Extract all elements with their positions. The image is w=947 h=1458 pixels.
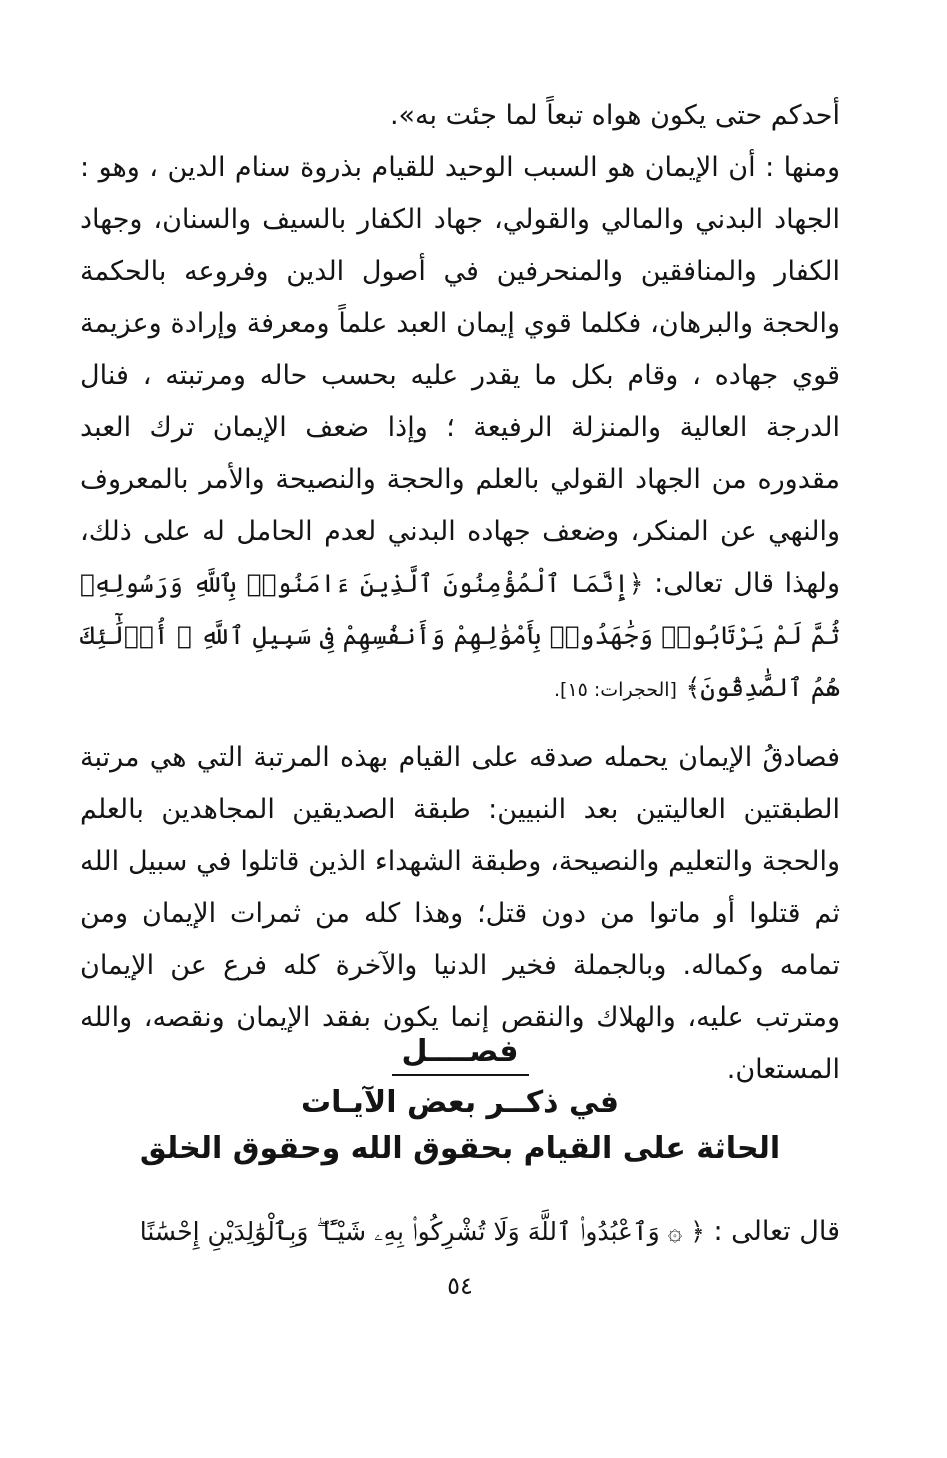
section-title-line-2: الحاثة على القيام بحقوق الله وحقوق الخلق (139, 1131, 781, 1166)
page-number: ٥٤ (447, 1272, 473, 1300)
paragraph-iman-jihad (80, 142, 840, 716)
paragraph-text: فصادقُ الإيمان يحمله صدقه على القيام بهذه المرتبة التي هي مرتبة الطبقتين العاليتين بعد النبيين: طبقة الصديقين المجاهدين بالعلم والحجة والتعليم والنصيحة، وطبقة الشهداء الذين قاتلوا في سبيل الله ثم قتلوا أو ماتوا من دون قتل؛ وهذا كله من ثمرات الإيمان ومن تمامه وكماله. وبالجملة فخير الدنيا والآخرة كله فرع عن الإيمان ومترتب عليه، والهلاك والنقص إنما يكون بفقد الإيمان ونقصه، والله المستعان. (80, 742, 840, 1085)
quran-verse: ﴿ ۞ وَٱعْبُدُوا۟ ٱللَّهَ وَلَا تُشْرِكُوا۟ بِهِۦ شَيْـًٔا ۖ وَبِٱلْوَٰلِدَيْنِ إِحْسَٰنًا (139, 1217, 705, 1246)
section-header (80, 1032, 840, 1172)
closing-line (80, 1206, 840, 1258)
section-title-line-1: في ذكــر بعض الآيـات (300, 1085, 620, 1120)
verse-reference: [الحجرات: ١٥]. (553, 679, 677, 701)
section-title-word: فصــــل (392, 1032, 529, 1076)
paragraph-opening (80, 90, 840, 142)
quran-verse: ﴿إِنَّمَا ٱلْمُؤْمِنُونَ ٱلَّذِينَ ءَامَنُوا۟ بِٱللَّهِ وَرَسُولِهِۦ ثُمَّ لَمْ يَرْتَابُوا۟ وَجَٰهَدُوا۟ بِأَمْوَٰلِهِمْ وَأَنفُسِهِمْ فِى سَبِيلِ ٱللَّهِ ۚ أُو۟لَٰٓئِكَ هُمُ ٱلصَّٰدِقُونَ﴾ (80, 569, 840, 702)
paragraph-text: أحدكم حتى يكون هواه تبعاً لما جئت به». (389, 100, 840, 131)
closing-line-text: قال تعالى : (713, 1216, 840, 1247)
document-page (80, 90, 840, 1420)
paragraph-text: ومنها : أن الإيمان هو السبب الوحيد للقيام بذروة سنام الدين ، وهو : الجهاد البدني والمالي والقولي، جهاد الكفار بالسيف والسنان، وجهاد الكفار والمنافقين والمنحرفين في أصول الدين وفروعه بالحكمة والحجة والبرهان، فكلما قوي إيمان العبد علماً ومعرفة وإرادة وعزيمة قوي جهاده ، وقام بكل ما يقدر عليه بحسب حاله ومرتبته ، فنال الدرجة العالية والمنزلة الرفيعة ؛ وإذا ضعف الإيمان ترك العبد مقدوره من الجهاد القولي بالعلم والحجة والنصيحة والأمر بالمعروف والنهي عن المنكر، وضعف جهاده البدني لعدم الحامل له على ذلك، ولهذا قال تعالى: (80, 152, 840, 599)
